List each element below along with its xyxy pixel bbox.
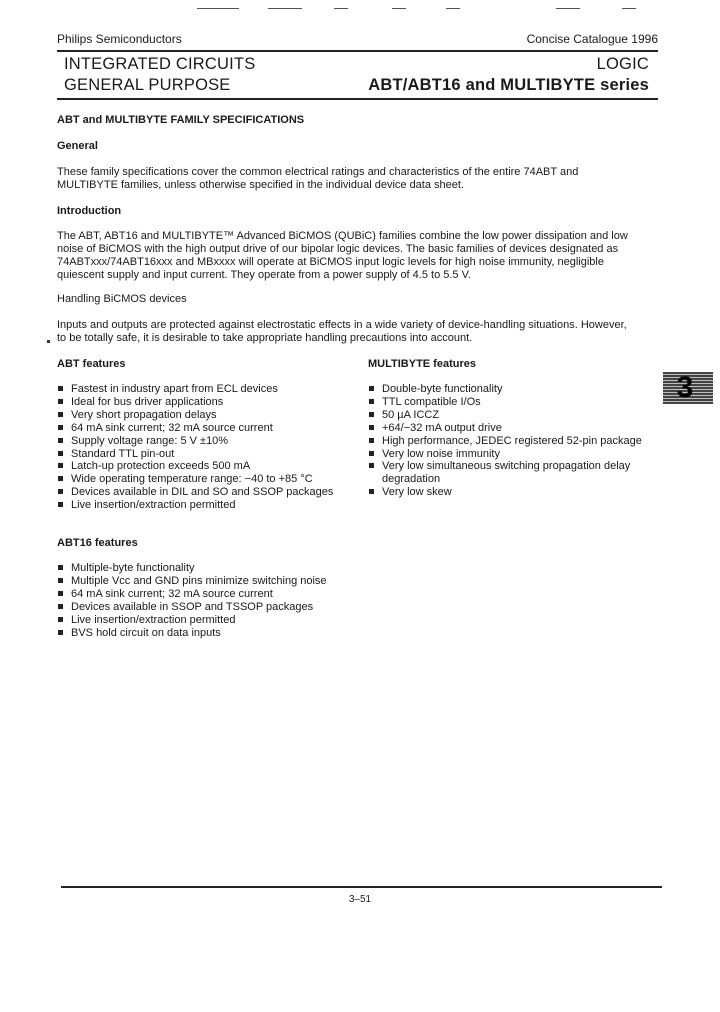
list-item: Very low simultaneous switching propagation delay degradation (368, 460, 658, 486)
list-item-continuation: degradation (382, 473, 441, 486)
catalogue-name: Concise Catalogue 1996 (526, 32, 658, 46)
section-series: ABT/ABT16 and MULTIBYTE series (368, 76, 649, 94)
bullet-icon (58, 463, 63, 468)
scan-artifact (556, 8, 580, 9)
list-item: Very low noise immunity (368, 448, 658, 461)
list-item: Very low skew (368, 486, 658, 499)
scan-artifact (334, 8, 348, 9)
list-item: Multiple Vcc and GND pins minimize switching noise (57, 575, 377, 588)
list-item: +64/−32 mA output drive (368, 422, 658, 435)
bullet-icon (369, 489, 374, 494)
introduction-heading: Introduction (57, 205, 122, 217)
multibyte-features-heading: MULTIBYTE features (368, 358, 476, 370)
handling-line: Inputs and outputs are protected against electrostatic effects in a wide variety of device-handling situations. However, (57, 319, 627, 331)
bullet-icon (369, 451, 374, 456)
footer-rule (61, 886, 662, 888)
abt16-features-list (57, 562, 377, 639)
introduction-line: quiescent supply and input current. They operate from a power supply of 4.5 to 5.5 V. (57, 269, 471, 281)
bullet-icon (58, 578, 63, 583)
list-item: 50 µA ICCZ (368, 409, 658, 422)
abt16-features-heading: ABT16 features (57, 537, 138, 549)
list-item: Very short propagation delays (57, 409, 357, 422)
list-item: Standard TTL pin-out (57, 448, 357, 461)
scan-artifact (622, 8, 636, 9)
scan-speck (47, 340, 50, 343)
bullet-icon (58, 630, 63, 635)
bullet-icon (369, 399, 374, 404)
handling-paragraph (57, 319, 657, 345)
introduction-line: 74ABTxxx/74ABT16xxx and MBxxxx will operate at BiCMOS input logic levels for high noise immunity, negligible (57, 256, 604, 268)
bullet-icon (58, 399, 63, 404)
bullet-icon (58, 425, 63, 430)
introduction-paragraph (57, 230, 657, 282)
list-item: Multiple-byte functionality (57, 562, 377, 575)
bullet-icon (58, 502, 63, 507)
bullet-icon (58, 386, 63, 391)
list-item: High performance, JEDEC registered 52-pin package (368, 435, 658, 448)
general-heading: General (57, 140, 98, 152)
list-item: Supply voltage range: 5 V ±10% (57, 435, 357, 448)
list-item: Fastest in industry apart from ECL devices (57, 383, 357, 396)
handling-line: to be totally safe, it is desirable to take appropriate handling precautions into account. (57, 332, 473, 344)
list-item: Devices available in SSOP and TSSOP packages (57, 601, 377, 614)
bullet-icon (369, 463, 374, 468)
scan-artifact (392, 8, 406, 9)
bullet-icon (58, 489, 63, 494)
list-item: Live insertion/extraction permitted (57, 614, 377, 627)
bullet-icon (369, 386, 374, 391)
list-item: 64 mA sink current; 32 mA source current (57, 422, 357, 435)
doc-title-line1: INTEGRATED CIRCUITS (64, 55, 256, 73)
section-tab-number: 3 (676, 371, 694, 404)
bullet-icon (369, 412, 374, 417)
introduction-line: The ABT, ABT16 and MULTIBYTE™ Advanced BiCMOS (QUBiC) families combine the low power dissipation and low (57, 230, 628, 242)
bullet-icon (58, 591, 63, 596)
list-item: Ideal for bus driver applications (57, 396, 357, 409)
list-item: 64 mA sink current; 32 mA source current (57, 588, 377, 601)
bullet-icon (58, 412, 63, 417)
list-item: Wide operating temperature range: −40 to +85 °C (57, 473, 357, 486)
bullet-icon (58, 604, 63, 609)
introduction-line: noise of BiCMOS with the high output drive of our bipolar logic devices. The basic families of devices designated as (57, 243, 619, 255)
abt-features-heading: ABT features (57, 358, 126, 370)
general-paragraph (57, 166, 657, 192)
scan-artifact (197, 8, 239, 9)
list-item: Double-byte functionality (368, 383, 658, 396)
company-name: Philips Semiconductors (57, 32, 182, 46)
bullet-icon (58, 476, 63, 481)
bullet-icon (58, 451, 63, 456)
handling-heading: Handling BiCMOS devices (57, 293, 187, 305)
bullet-icon (369, 438, 374, 443)
list-item: Latch-up protection exceeds 500 mA (57, 460, 357, 473)
header-rule-top (57, 50, 658, 52)
list-item: TTL compatible I/Os (368, 396, 658, 409)
multibyte-features-list (368, 383, 658, 499)
scan-artifact (268, 8, 302, 9)
bullet-icon (369, 425, 374, 430)
page-heading: ABT and MULTIBYTE FAMILY SPECIFICATIONS (57, 114, 305, 126)
scan-artifact (446, 8, 460, 9)
page-number: 3–51 (348, 894, 372, 905)
bullet-icon (58, 438, 63, 443)
doc-title-line2: GENERAL PURPOSE (64, 76, 231, 94)
abt-features-list (57, 383, 357, 512)
list-item: Live insertion/extraction permitted (57, 499, 357, 512)
bullet-icon (58, 565, 63, 570)
general-line: MULTIBYTE families, unless otherwise specified in the individual device data sheet. (57, 179, 464, 191)
bullet-icon (58, 617, 63, 622)
list-item: BVS hold circuit on data inputs (57, 627, 377, 640)
list-item: Devices available in DIL and SO and SSOP packages (57, 486, 357, 499)
header-rule-bottom (57, 98, 658, 100)
section-category: LOGIC (596, 55, 649, 73)
general-line: These family specifications cover the common electrical ratings and characteristics of the entire 74ABT and (57, 166, 579, 178)
